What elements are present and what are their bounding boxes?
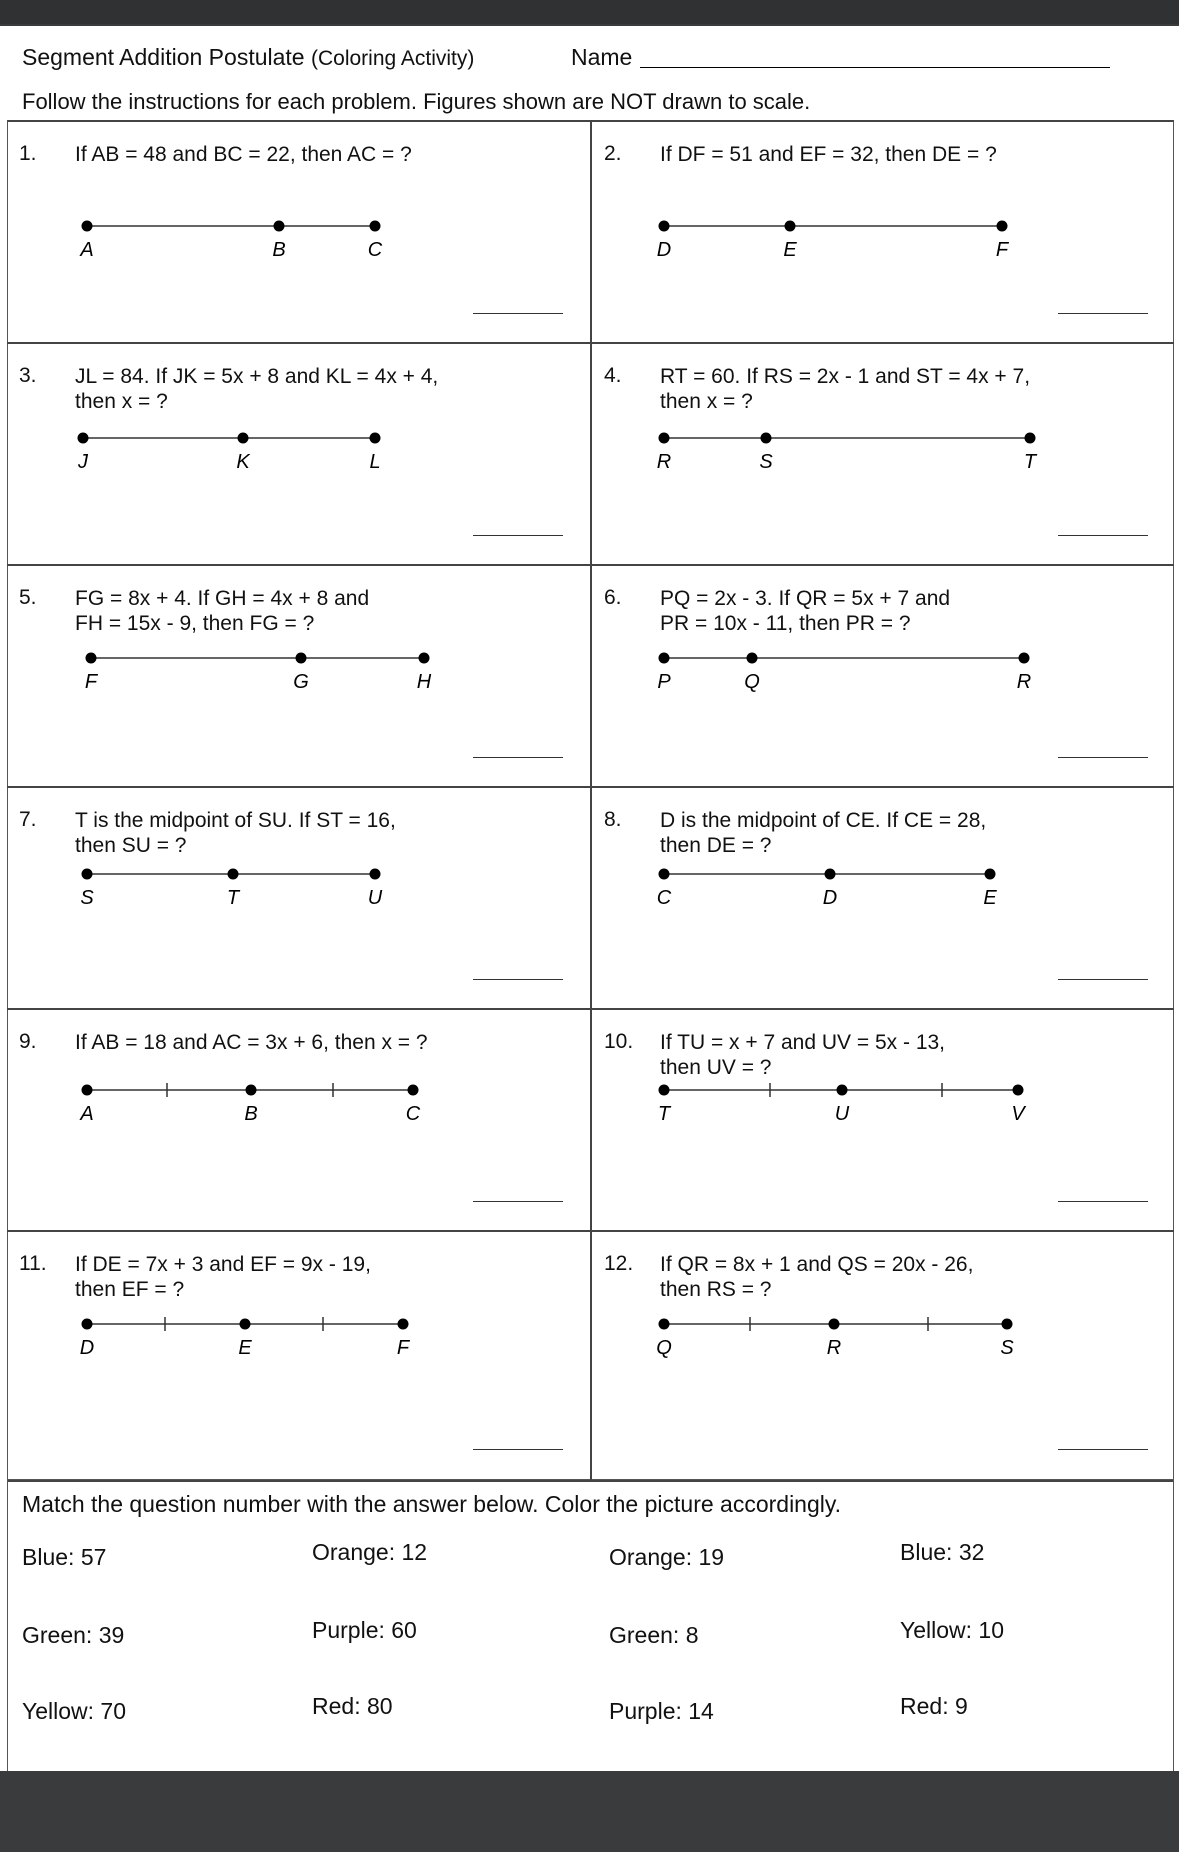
segment-figure [592,122,1175,282]
segment-point [761,433,772,444]
point-label: R [826,1337,842,1359]
answer-blank[interactable] [1058,757,1148,758]
answer-blank[interactable] [1058,979,1148,980]
point-label: Q [656,1337,672,1359]
problem-line: FH = 15x - 9, then FG = ? [75,612,315,635]
segment-point [997,221,1008,232]
problem-line: If AB = 18 and AC = 3x + 6, then x = ? [75,1031,428,1054]
point-label: V [1011,1103,1025,1125]
problem-number: 3. [19,364,37,387]
segment-figure [7,1010,590,1170]
answer-blank[interactable] [473,313,563,314]
point-label: F [396,1337,410,1359]
segment-point [1002,1319,1013,1330]
instructions: Follow the instructions for each problem. Figures shown are NOT drawn to scale. [22,89,811,114]
point-label: B [244,1103,258,1125]
color-answer: Purple: 14 [609,1698,714,1724]
segment-figure [592,1232,1175,1392]
problem-line: then x = ? [75,390,168,413]
point-label: P [657,671,671,693]
answer-blank[interactable] [1058,535,1148,536]
problem-number: 11. [19,1252,47,1275]
point-label: L [369,451,381,473]
problem-8 [592,788,1175,1010]
segment-figure [592,344,1175,504]
segment-point [659,1085,670,1096]
segment-point [785,221,796,232]
worksheet-title: Segment Addition Postulate (Coloring Activity) [22,44,475,70]
point-label: T [657,1103,671,1125]
segment-point [82,1085,93,1096]
point-label: S [759,451,773,473]
point-label: E [238,1337,252,1359]
color-answer: Yellow: 10 [900,1617,1005,1643]
point-label: G [293,671,309,693]
problem-1 [7,122,590,344]
point-label: A [80,239,94,261]
segment-figure [592,566,1175,726]
answer-blank[interactable] [473,535,563,536]
top-bar [0,0,1179,24]
segment-point [747,653,758,664]
problem-number: 10. [604,1030,634,1053]
segment-point [246,1085,257,1096]
problem-5 [7,566,590,788]
problem-line: then DE = ? [660,834,772,857]
segment-point [86,653,97,664]
segment-figure [7,788,590,948]
worksheet [0,26,1179,1771]
point-label: K [236,451,250,473]
problem-line: then UV = ? [660,1056,772,1079]
problem-7 [7,788,590,1010]
segment-point [370,221,381,232]
problem-number: 6. [604,586,622,609]
problem-line: PR = 10x - 11, then PR = ? [660,612,911,635]
segment-point [370,869,381,880]
segment-point [825,869,836,880]
segment-point [228,869,239,880]
answer-blank[interactable] [1058,313,1148,314]
problem-line: If AB = 48 and BC = 22, then AC = ? [75,143,412,166]
segment-point [1025,433,1036,444]
segment-point [659,653,670,664]
point-label: B [272,239,286,261]
segment-point [837,1085,848,1096]
problem-6 [592,566,1175,788]
segment-point [240,1319,251,1330]
match-instruction: Match the question number with the answer below. Color the picture accordingly. [22,1491,842,1517]
segment-point [274,221,285,232]
segment-point [370,433,381,444]
point-label: E [983,887,997,909]
point-label: D [656,239,672,261]
point-label: F [995,239,1009,261]
color-answer: Red: 80 [312,1693,393,1719]
point-label: R [656,451,672,473]
problem-line: FG = 8x + 4. If GH = 4x + 8 and [75,587,370,610]
name-line[interactable] [640,67,1110,68]
point-label: S [80,887,94,909]
problem-9 [7,1010,590,1232]
point-label: U [367,887,383,909]
problem-10 [592,1010,1175,1232]
segment-figure [7,1232,590,1392]
color-answer: Red: 9 [900,1693,968,1719]
point-label: D [822,887,838,909]
answer-blank[interactable] [473,1449,563,1450]
segment-point [82,221,93,232]
point-label: F [84,671,98,693]
color-answer: Purple: 60 [312,1617,417,1643]
point-label: C [405,1103,421,1125]
point-label: J [78,451,88,473]
point-label: A [80,1103,94,1125]
problem-line: If QR = 8x + 1 and QS = 20x - 26, [660,1253,974,1276]
segment-point [659,869,670,880]
segment-point [1013,1085,1024,1096]
problem-line: then SU = ? [75,834,187,857]
segment-figure [7,566,590,726]
segment-figure [7,122,590,282]
problem-number: 1. [19,142,37,165]
point-label: H [416,671,432,693]
point-label: R [1016,671,1032,693]
problem-line: If DE = 7x + 3 and EF = 9x - 19, [75,1253,371,1276]
problem-line: D is the midpoint of CE. If CE = 28, [660,809,987,832]
segment-point [238,433,249,444]
problem-number: 4. [604,364,622,387]
problem-line: RT = 60. If RS = 2x - 1 and ST = 4x + 7, [660,365,1031,388]
color-answer: Orange: 12 [312,1539,428,1565]
segment-point [829,1319,840,1330]
point-label: C [656,887,672,909]
problem-number: 2. [604,142,622,165]
problem-3 [7,344,590,566]
segment-point [1019,653,1030,664]
segment-point [419,653,430,664]
color-answer: Blue: 57 [22,1544,107,1570]
problem-line: then EF = ? [75,1278,185,1301]
problem-line: then x = ? [660,390,753,413]
segment-point [985,869,996,880]
answer-blank[interactable] [473,1201,563,1202]
color-answer: Orange: 19 [609,1544,725,1570]
point-label: C [367,239,383,261]
problem-number: 5. [19,586,37,609]
problem-11 [7,1232,590,1480]
problem-2 [592,122,1175,344]
color-answer: Green: 8 [609,1622,699,1648]
problem-line: If TU = x + 7 and UV = 5x - 13, [660,1031,946,1054]
point-label: E [783,239,797,261]
segment-point [408,1085,419,1096]
answer-blank[interactable] [473,979,563,980]
segment-point [659,221,670,232]
problem-number: 8. [604,808,622,831]
segment-point [296,653,307,664]
answer-blank[interactable] [473,757,563,758]
problem-line: then RS = ? [660,1278,772,1301]
color-answer: Green: 39 [22,1622,125,1648]
problem-line: PQ = 2x - 3. If QR = 5x + 7 and [660,587,951,610]
segment-figure [592,788,1175,948]
problem-number: 12. [604,1252,634,1275]
segment-point [82,1319,93,1330]
problem-number: 9. [19,1030,37,1053]
segment-figure [7,344,590,504]
problem-line: T is the midpoint of SU. If ST = 16, [75,809,396,832]
point-label: D [79,1337,95,1359]
color-answer: Yellow: 70 [22,1698,127,1724]
problem-number: 7. [19,808,37,831]
answer-blank[interactable] [1058,1201,1148,1202]
segment-point [82,869,93,880]
point-label: T [226,887,240,909]
point-label: T [1023,451,1037,473]
segment-point [659,1319,670,1330]
segment-point [398,1319,409,1330]
problem-4 [592,344,1175,566]
bottom-bar [0,1771,1179,1852]
segment-figure [592,1010,1175,1170]
segment-point [78,433,89,444]
point-label: S [1000,1337,1014,1359]
problem-line: JL = 84. If JK = 5x + 8 and KL = 4x + 4, [75,365,439,388]
point-label: U [834,1103,850,1125]
problem-line: If DF = 51 and EF = 32, then DE = ? [660,143,997,166]
color-answer: Blue: 32 [900,1539,985,1565]
problem-12 [592,1232,1175,1480]
point-label: Q [744,671,760,693]
name-label: Name [571,44,633,70]
segment-point [659,433,670,444]
answer-blank[interactable] [1058,1449,1148,1450]
